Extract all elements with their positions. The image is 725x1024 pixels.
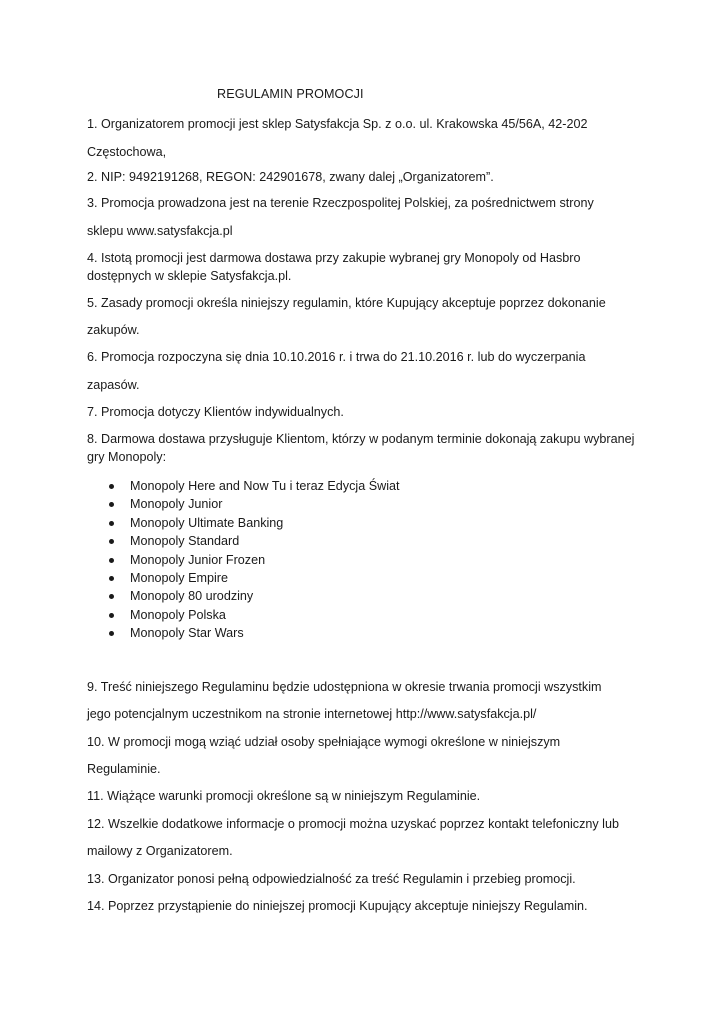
paragraph-10-line-1: 10. W promocji mogą wziąć udział osoby spełniające wymogi określone w niniejszym [87, 735, 561, 749]
bullet-icon [109, 613, 114, 618]
paragraph-3-line-1: 3. Promocja prowadzona jest na terenie Rzeczpospolitej Polskiej, za pośrednictwem strony [87, 196, 594, 210]
paragraph-14: 14. Poprzez przystąpienie do niniejszej promocji Kupujący akceptuje niniejszy Regulamin. [87, 899, 588, 913]
list-item [106, 514, 400, 532]
bullet-icon [109, 631, 114, 636]
paragraph-1-line-2: Częstochowa, [87, 145, 167, 159]
paragraph-7: 7. Promocja dotyczy Klientów indywidualnych. [87, 405, 344, 419]
bullet-icon [109, 576, 114, 581]
paragraph-9-line-2: jego potencjalnym uczestnikom na stronie internetowej http://www.satysfakcja.pl/ [87, 707, 537, 721]
paragraph-5-line-2: zakupów. [87, 323, 140, 337]
paragraph-5-line-1: 5. Zasady promocji określa niniejszy regulamin, które Kupujący akceptuje poprzez dokonanie [87, 296, 606, 310]
paragraph-1-line-1: 1. Organizatorem promocji jest sklep Satysfakcja Sp. z o.o. ul. Krakowska 45/56A, 42-202 [87, 117, 588, 131]
list-item [106, 569, 400, 587]
paragraph-12-line-2: mailowy z Organizatorem. [87, 844, 233, 858]
paragraph-4-line-1: 4. Istotą promocji jest darmowa dostawa przy zakupie wybranej gry Monopoly od Hasbro [87, 251, 581, 265]
bullet-icon [109, 594, 114, 599]
list-item-label: Monopoly Empire [130, 570, 228, 585]
paragraph-6-line-2: zapasów. [87, 378, 140, 392]
list-item [106, 477, 400, 495]
list-item [106, 551, 400, 569]
paragraph-8-line-2: gry Monopoly: [87, 450, 167, 464]
list-item-label: Monopoly Junior [130, 497, 223, 512]
list-item-label: Monopoly Junior Frozen [130, 552, 266, 567]
paragraph-8-line-1: 8. Darmowa dostawa przysługuje Klientom, którzy w podanym terminie dokonają zakupu wybranej [87, 432, 635, 446]
paragraph-12-line-1: 12. Wszelkie dodatkowe informacje o promocji można uzyskać poprzez kontakt telefoniczny lub [87, 817, 619, 831]
list-item-label: Monopoly Here and Now Tu i teraz Edycja Świat [130, 479, 400, 493]
document-title: REGULAMIN PROMOCJI [217, 87, 364, 101]
list-item [106, 587, 400, 605]
list-item-label: Monopoly Polska [130, 607, 226, 622]
paragraph-2: 2. NIP: 9492191268, REGON: 242901678, zwany dalej „Organizatorem”. [87, 170, 494, 184]
list-item [106, 532, 400, 550]
list-item-label: Monopoly Ultimate Banking [130, 515, 284, 530]
bullet-icon [109, 502, 114, 507]
bullet-icon [109, 539, 114, 544]
paragraph-13: 13. Organizator ponosi pełną odpowiedzialność za treść Regulamin i przebieg promocji. [87, 872, 576, 886]
list-item [106, 495, 400, 513]
paragraph-10-line-2: Regulaminie. [87, 762, 161, 776]
list-item-label: Monopoly Star Wars [130, 626, 244, 641]
list-item-label: Monopoly 80 urodziny [130, 589, 254, 604]
bullet-icon [109, 484, 114, 489]
paragraph-4-line-2: dostępnych w sklepie Satysfakcja.pl. [87, 269, 292, 283]
list-item [106, 606, 400, 624]
paragraph-11: 11. Wiążące warunki promocji określone są w niniejszym Regulaminie. [87, 789, 481, 803]
paragraph-9-line-1: 9. Treść niniejszego Regulaminu będzie udostępniona w okresie trwania promocji wszystkim [87, 680, 602, 694]
bullet-icon [109, 521, 114, 526]
monopoly-games-list [106, 477, 400, 643]
bullet-icon [109, 558, 114, 563]
list-item [106, 624, 400, 642]
paragraph-3-line-2: sklepu www.satysfakcja.pl [87, 224, 233, 238]
paragraph-6-line-1: 6. Promocja rozpoczyna się dnia 10.10.2016 r. i trwa do 21.10.2016 r. lub do wyczerpania [87, 350, 586, 364]
list-item-label: Monopoly Standard [130, 534, 240, 549]
